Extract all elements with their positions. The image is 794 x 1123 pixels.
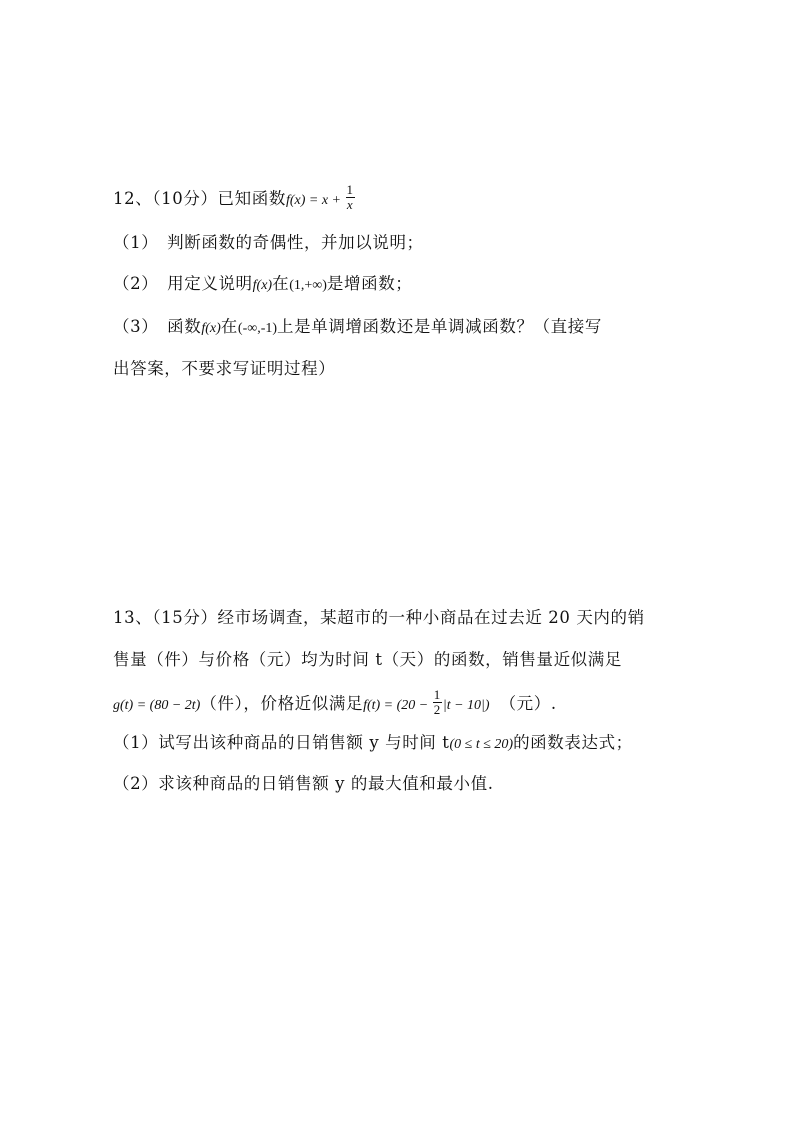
- q12-title-line: [113, 182, 356, 214]
- q13-part2-text: （2）求该种商品的日销售额 y 的最大值和最小值.: [113, 774, 494, 793]
- q13-mid-text: （件），价格近似满足: [200, 694, 364, 713]
- q12-part2-a: （2） 用定义说明: [113, 274, 253, 293]
- q13-fraction-numerator: 1: [433, 687, 441, 702]
- q12-part1-text: （1） 判断函数的奇偶性，并加以说明；: [113, 233, 424, 252]
- q12-part3: [113, 316, 602, 340]
- q12-part3-continued: [113, 358, 335, 380]
- q12-part3-b: 在: [220, 317, 238, 336]
- q12-part2-fx: f(x): [252, 278, 273, 293]
- q12-part2-c: 是增函数；: [326, 274, 413, 293]
- q13-fraction-denominator: 2: [433, 702, 441, 717]
- q12-part2-interval: (1,+∞): [289, 278, 327, 293]
- q13-part1-range: (0 ≤ t ≤ 20): [449, 737, 514, 752]
- q12-part3-d: 出答案，不要求写证明过程）: [113, 359, 336, 378]
- q13-f-rhs: |t − 10|): [442, 698, 490, 713]
- q13-line2-text: 售量（件）与价格（元）均为时间 t（天）的函数，销售量近似满足: [113, 650, 622, 669]
- q13-fraction: [433, 688, 442, 717]
- q12-fraction-numerator: 1: [346, 182, 354, 197]
- q12-part1: [113, 232, 424, 254]
- q12-function-lhs: f(x) = x +: [285, 193, 345, 208]
- q12-part3-a: （3） 函数: [113, 317, 202, 336]
- q13-g-expression: g(t) = (80 − 2t): [113, 698, 201, 713]
- q13-part1-b: 的函数表达式；: [513, 733, 633, 752]
- q13-part1-a: （1）试写出该种商品的日销售额 y 与时间 t: [113, 733, 450, 752]
- q12-part2-b: 在: [272, 274, 290, 293]
- q13-tail: （元）.: [499, 694, 557, 713]
- q12-part3-fx: f(x): [201, 321, 221, 336]
- q12-heading: 12、（10分）已知函数: [113, 189, 286, 208]
- q13-line1-text: 13、（15分）经市场调查，某超市的一种小商品在过去近 20 天内的销: [113, 608, 645, 627]
- q13-line3: [113, 687, 557, 719]
- q13-f-lhs: f(t) = (20 −: [363, 698, 432, 713]
- q13-part1: [113, 732, 633, 756]
- q13-part2: [113, 773, 494, 795]
- q12-part3-interval: (-∞,-1): [237, 321, 278, 336]
- q13-line2: [113, 649, 622, 671]
- q12-part3-c: 上是单调增函数还是单调减函数？（直接写: [277, 317, 602, 336]
- q12-fraction: [346, 183, 355, 212]
- q13-line1: [113, 607, 645, 629]
- q12-part2: [113, 273, 412, 297]
- q12-fraction-denominator: x: [346, 197, 354, 212]
